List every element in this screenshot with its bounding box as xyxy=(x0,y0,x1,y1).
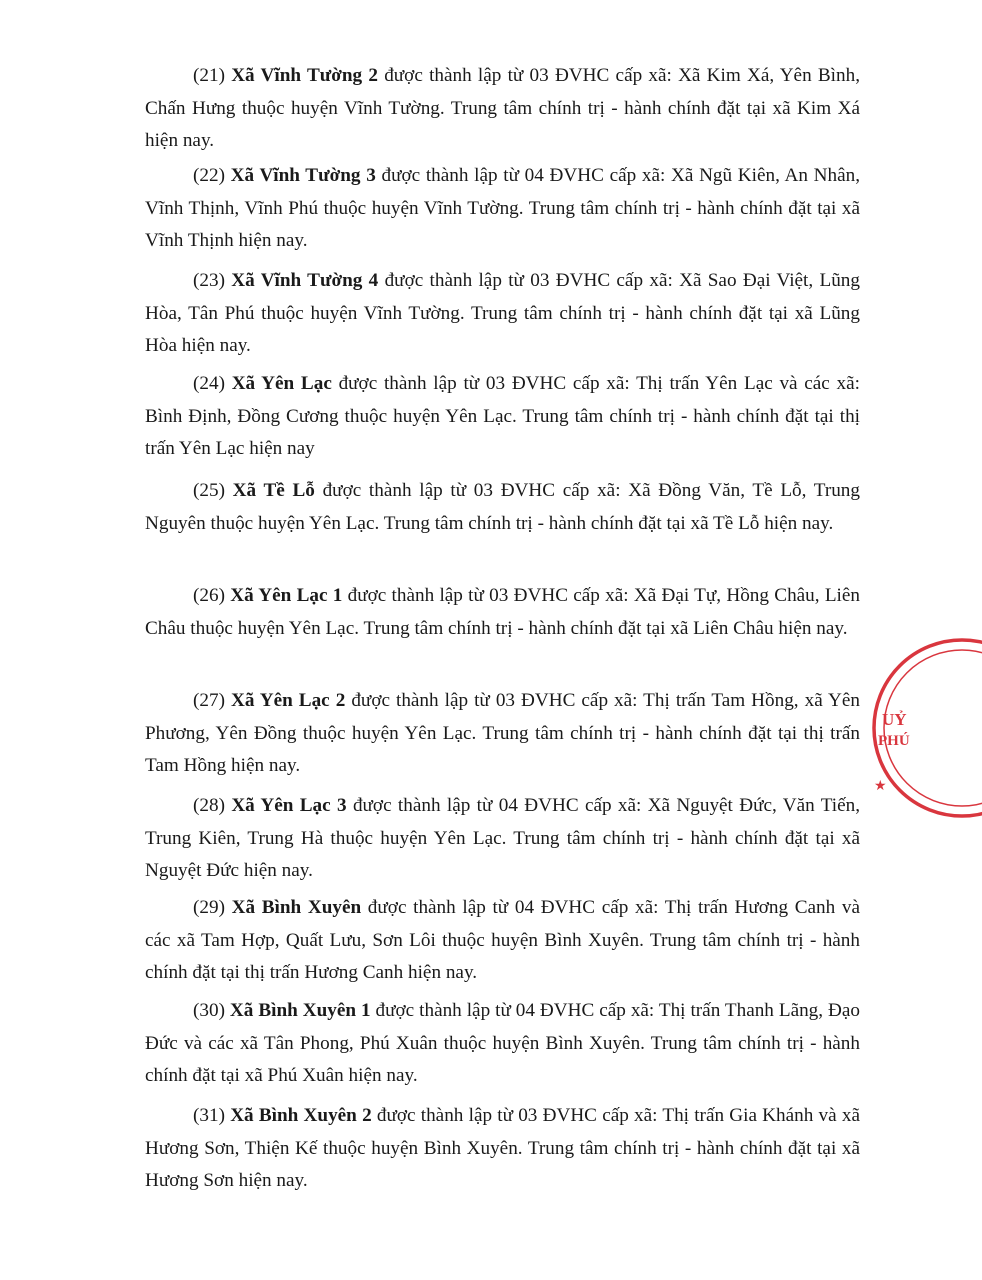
commune-name: Xã Yên Lạc 3 xyxy=(231,795,347,816)
commune-name: Xã Bình Xuyên 1 xyxy=(229,1000,371,1021)
paragraph-text: được thành lập từ 03 ĐVHC cấp xã: Thị trấn Tam Hồng, xã Yên Phương, Yên Đồng thuộc huyện Yên Lạc. Trung tâm chính trị - hành chính đặt tại thị trấn Tam Hồng hiện nay. xyxy=(145,690,860,776)
item-number: (26) xyxy=(193,585,225,606)
commune-name: Xã Bình Xuyên 2 xyxy=(230,1105,372,1126)
item-number: (30) xyxy=(193,1000,225,1021)
commune-name: Xã Vĩnh Tường 2 xyxy=(231,65,378,86)
commune-name: Xã Vĩnh Tường 4 xyxy=(231,270,379,291)
paragraph-22 xyxy=(145,160,860,258)
paragraph-27 xyxy=(145,685,860,783)
commune-name: Xã Yên Lạc 1 xyxy=(230,585,343,606)
seal-star-icon: ★ xyxy=(874,778,887,794)
paragraph-24 xyxy=(145,368,860,466)
paragraph-text: được thành lập từ 04 ĐVHC cấp xã: Thị trấn Hương Canh và các xã Tam Hợp, Quất Lưu, Sơn Lôi thuộc huyện Bình Xuyên. Trung tâm chính trị - hành chính đặt tại thị trấn Hương Canh hiện nay. xyxy=(145,897,860,983)
paragraph-text: được thành lập từ 03 ĐVHC cấp xã: Xã Đồng Văn, Tề Lỗ, Trung Nguyên thuộc huyện Yên Lạc. Trung tâm chính trị - hành chính đặt tại xã Tề Lỗ hiện nay. xyxy=(145,480,860,534)
commune-name: Xã Tề Lỗ xyxy=(232,480,315,501)
paragraph-31 xyxy=(145,1100,860,1198)
red-seal-stamp xyxy=(862,628,982,828)
paragraph-26 xyxy=(145,580,860,645)
commune-name: Xã Yên Lạc xyxy=(231,373,332,394)
item-number: (21) xyxy=(193,65,225,86)
paragraph-text: được thành lập từ 03 ĐVHC cấp xã: Thị trấn Yên Lạc và các xã: Bình Định, Đồng Cương thuộc huyện Yên Lạc. Trung tâm chính trị - hành chính đặt tại thị trấn Yên Lạc hiện nay xyxy=(145,373,860,459)
paragraph-text: được thành lập từ 04 ĐVHC cấp xã: Xã Nguyệt Đức, Văn Tiến, Trung Kiên, Trung Hà thuộc huyện Yên Lạc. Trung tâm chính trị - hành chính đặt tại xã Nguyệt Đức hiện nay. xyxy=(145,795,861,881)
item-number: (24) xyxy=(193,373,225,394)
paragraph-30 xyxy=(145,995,860,1093)
paragraph-21 xyxy=(145,60,860,158)
item-number: (23) xyxy=(193,270,225,291)
seal-text-2: PHÚ xyxy=(878,733,910,749)
paragraph-28 xyxy=(145,790,860,888)
paragraph-text: được thành lập từ 04 ĐVHC cấp xã: Thị trấn Thanh Lãng, Đạo Đức và các xã Tân Phong, Phú Xuân thuộc huyện Bình Xuyên. Trung tâm chính trị - hành chính đặt tại xã Phú Xuân hiện nay. xyxy=(145,1000,860,1086)
item-number: (28) xyxy=(193,795,225,816)
paragraph-text: được thành lập từ 03 ĐVHC cấp xã: Xã Đại Tự, Hồng Châu, Liên Châu thuộc huyện Yên Lạc. Trung tâm chính trị - hành chính đặt tại xã Liên Châu hiện nay. xyxy=(145,585,860,639)
commune-name: Xã Vĩnh Tường 3 xyxy=(230,165,376,186)
item-number: (31) xyxy=(193,1105,225,1126)
paragraph-23 xyxy=(145,265,860,363)
paragraph-text: được thành lập từ 03 ĐVHC cấp xã: Xã Kim Xá, Yên Bình, Chấn Hưng thuộc huyện Vĩnh Tường. Trung tâm chính trị - hành chính đặt tại xã Kim Xá hiện nay. xyxy=(145,65,860,151)
item-number: (22) xyxy=(193,165,225,186)
seal-text-1: UỶ xyxy=(882,710,907,729)
paragraph-25 xyxy=(145,475,860,540)
commune-name: Xã Yên Lạc 2 xyxy=(230,690,346,711)
paragraph-text: được thành lập từ 04 ĐVHC cấp xã: Xã Ngũ Kiên, An Nhân, Vĩnh Thịnh, Vĩnh Phú thuộc huyện Vĩnh Tường. Trung tâm chính trị - hành chính đặt tại xã Vĩnh Thịnh hiện nay. xyxy=(145,165,861,251)
paragraph-text: được thành lập từ 03 ĐVHC cấp xã: Thị trấn Gia Khánh và xã Hương Sơn, Thiện Kế thuộc huyện Bình Xuyên. Trung tâm chính trị - hành chính đặt tại xã Hương Sơn hiện nay. xyxy=(145,1105,860,1191)
paragraph-29 xyxy=(145,892,860,990)
item-number: (25) xyxy=(193,480,225,501)
paragraph-text: được thành lập từ 03 ĐVHC cấp xã: Xã Sao Đại Việt, Lũng Hòa, Tân Phú thuộc huyện Vĩnh Tường. Trung tâm chính trị - hành chính đặt tại xã Lũng Hòa hiện nay. xyxy=(145,270,860,356)
item-number: (29) xyxy=(193,897,225,918)
commune-name: Xã Bình Xuyên xyxy=(231,897,362,918)
item-number: (27) xyxy=(193,690,225,711)
